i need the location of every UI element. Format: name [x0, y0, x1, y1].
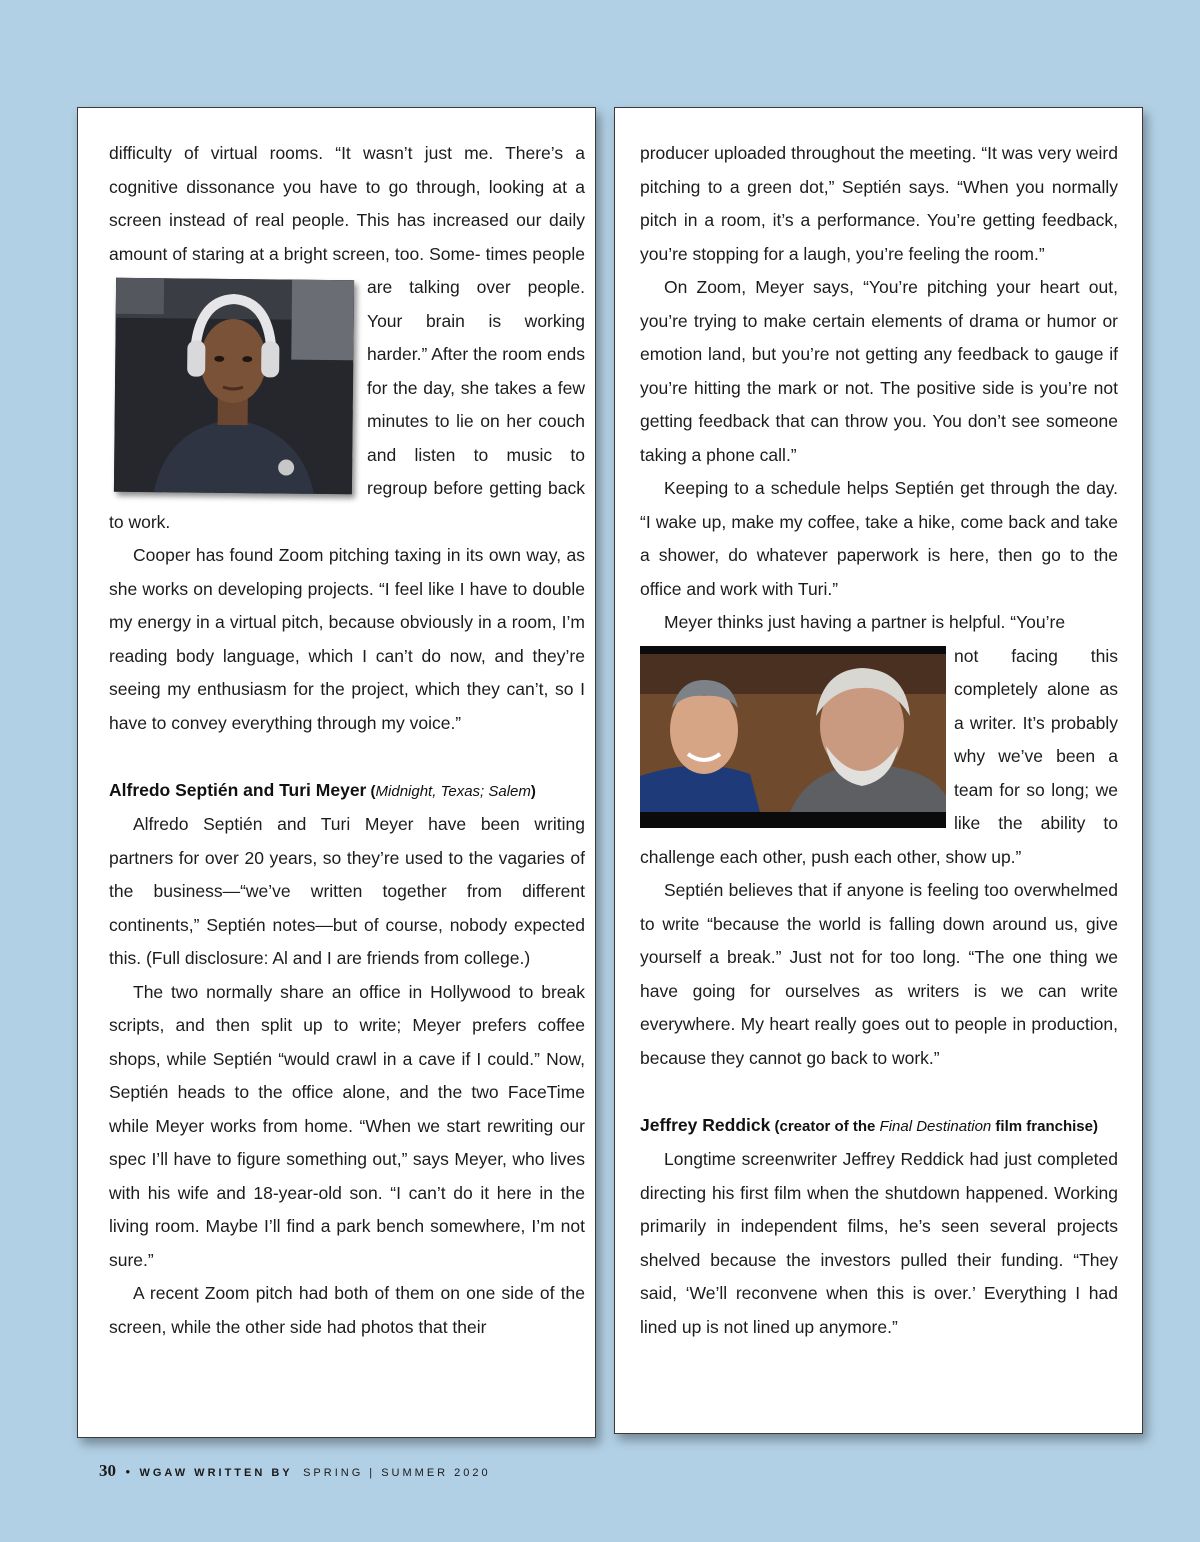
paragraph: Alfredo Septién and Turi Meyer have been writing partners for over 20 years, so they’re used to the vagaries of the business—“we’ve written together from different continents,” Septién notes—but of course, nobody expected this. (Full disclosure: Al and I are friends from college.): [109, 814, 585, 968]
footer-bullet: •: [125, 1464, 131, 1479]
paragraph: Longtime screenwriter Jeffrey Reddick had just completed directing his first film when the shutdown happened. Working primarily in independent films, he’s seen several projects shelved because the investors pulled their funding. “They said, ‘We’ll reconvene when this is over.’ Everything I had lined up is not lined up anymore.”: [640, 1149, 1118, 1337]
heading-name: Jeffrey Reddick: [640, 1114, 771, 1135]
heading-credit-close: ): [530, 782, 536, 800]
heading-name: Alfredo Septién and Turi Meyer: [109, 779, 367, 800]
issue-label: SPRING | SUMMER 2020: [303, 1467, 491, 1479]
paragraph: Meyer thinks just having a partner is helpful. “You’re: [664, 612, 1066, 632]
paragraph: Keeping to a schedule helps Septién get through the day. “I wake up, make my coffee, take a hike, come back and take a shower, do whatever paperwork is here, then go to the office and work with Turi.”: [640, 478, 1118, 599]
right-column: [640, 137, 1118, 1344]
heading-credit-title: Final Destination: [879, 1117, 992, 1135]
page-footer: [99, 1459, 491, 1483]
paragraph: The two normally share an office in Hollywood to break scripts, and then split up to write; Meyer prefers coffee shops, while Septién “would crawl in a cave if I could.” Now, Septién heads to the office alone, and the two FaceTime while Meyer works from home. “When we start rewriting our spec I’ll have to figure something out,” says Meyer, who lives with his wife and 18-year-old son. “I can’t do it here in the living room. Maybe I’ll find a park bench somewhere, I’m not sure.”: [109, 981, 585, 1270]
paragraph: [640, 640, 1118, 875]
paragraph: Cooper has found Zoom pitching taxing in its own way, as she works on developing projects. “I feel like I have to double my energy in a virtual pitch, because obviously in a room, I’m reading body language, which I can’t do now, and they’re seeing my enthusiasm for the project, which they can’t, so I have to convey everything through my voice.”: [109, 545, 585, 733]
paragraph: [109, 137, 585, 539]
publication-name: WGAW WRITTEN BY: [139, 1467, 293, 1479]
heading-credit-titles: Midnight, Texas; Salem: [375, 782, 531, 800]
heading-credit-open: (: [366, 782, 376, 800]
paragraph-text: times people are talking over people. Your brain is working harder.” After the room ends for the day, she takes a few minutes to lie on her couch and listen to music to regroup before getting back to work.: [109, 243, 585, 532]
paragraph-text: not facing this completely alone as a writer. It’s probably why we’ve been a team for so long; we like the ability to challenge each other, push each other, show up.”: [640, 645, 1118, 867]
septien-meyer-photo: [640, 646, 946, 828]
paragraph: On Zoom, Meyer says, “You’re pitching your heart out, you’re trying to make certain elements of drama or humor or emotion land, but you’re not getting any feedback to gauge if you’re hitting the mark or not. The positive side is you’re not getting feedback that can throw you. You don’t see someone taking a phone call.”: [640, 277, 1118, 465]
page-number: 30: [99, 1461, 116, 1480]
heading-credit-close: film franchise): [991, 1117, 1098, 1135]
left-column: [109, 137, 585, 1344]
heading-credit-open: (creator of the: [770, 1117, 880, 1135]
section-heading-reddick: [640, 1109, 1118, 1144]
paragraph: Septién believes that if anyone is feeling too overwhelmed to write “because the world is falling down around us, give yourself a break.” Just not for too long. “The one thing we have going for ourselves as writers is we can write everywhere. My heart really goes out to people in production, because they cannot go back to work.”: [640, 880, 1118, 1068]
paragraph: A recent Zoom pitch had both of them on one side of the screen, while the other side had photos that their: [109, 1283, 585, 1337]
section-heading-septien-meyer: [109, 774, 585, 809]
duo-image: [640, 646, 946, 828]
portrait-image: [114, 278, 354, 494]
paragraph: producer uploaded throughout the meeting. “It was very weird pitching to a green dot,” Septién says. “When you normally pitch in a room, it’s a performance. You’re getting feedback, you’re stopping for a laugh, you’re feeling the room.”: [640, 143, 1118, 264]
cooper-headphones-photo: [114, 278, 354, 494]
paragraph-text: difficulty of virtual rooms. “It wasn’t just me. There’s a cognitive dissonance you have to go through, looking at a screen instead of real people. This has increased our daily amount of staring at a bright screen, too. Some-: [109, 143, 585, 264]
